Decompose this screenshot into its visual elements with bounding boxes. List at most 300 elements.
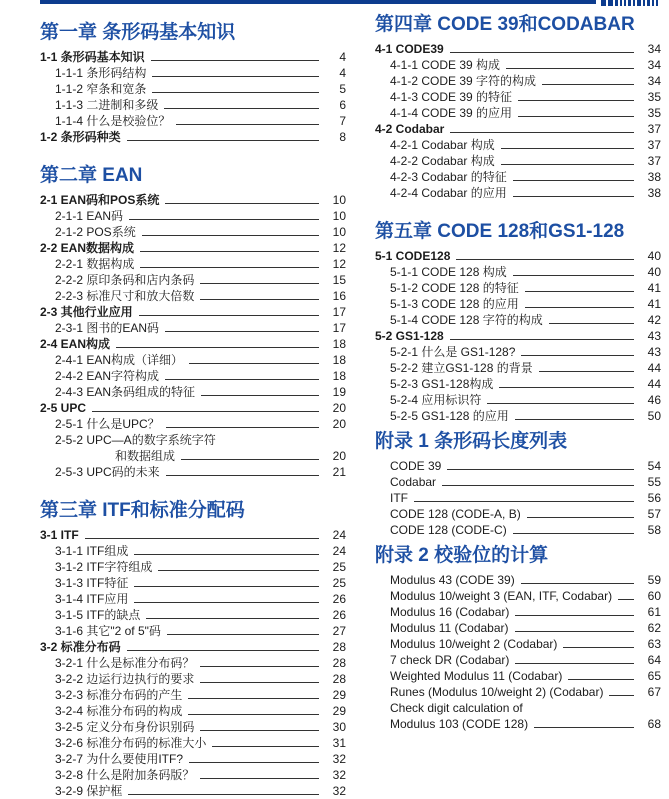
toc-entry [40,352,346,368]
toc-entry [40,575,346,591]
header-rule-bar [40,0,596,4]
leader-line [521,355,634,356]
barcode-bar [628,0,631,6]
toc-entry-label: 2-5-3 UPC码的未来 [55,465,160,479]
leader-line [501,164,634,165]
toc-entry [40,767,346,783]
leader-line [450,339,634,340]
toc-entry-label: 2-2-1 数据构成 [55,257,135,271]
toc-entry-wrap-cont [375,716,661,732]
leader-line [539,371,634,372]
leader-line [165,203,319,204]
toc-entry [40,543,346,559]
leader-line [140,251,319,252]
page-number: 68 [647,717,661,731]
leader-line [176,124,319,125]
toc-entry-label: Modulus 11 (Codabar) [390,621,509,635]
toc-entry [40,559,346,575]
leader-line [200,682,319,683]
page-number: 57 [647,507,661,521]
toc-entry [375,668,661,684]
toc-entry [375,522,661,538]
toc-entry-label: 3-2-6 标准分布码的标准大小 [55,736,207,750]
page-number: 15 [332,273,346,287]
toc-entry [375,41,661,57]
toc-entry [375,490,661,506]
leader-line [212,746,319,747]
toc-entry-label: 7 check DR (Codabar) [390,653,510,667]
toc-entry-label: 1-1-2 窄条和宽条 [55,82,147,96]
page-number: 35 [647,106,661,120]
toc-entry-label: 2-1-1 EAN码 [55,209,124,223]
toc-entry-label: 4-2-1 Codabar 构成 [390,138,495,152]
toc-entry-label: 3-2-7 为什么要使用ITF? [55,752,184,766]
page-number: 32 [332,752,346,766]
toc-entry-label: 4-1 CODE39 [375,42,444,56]
toc-entry-label: 2-5 UPC [40,401,87,415]
page-number: 34 [647,74,661,88]
toc-entry-label: 5-2-4 应用标识符 [390,393,482,407]
leader-line [189,762,319,763]
toc-entry [40,400,346,416]
leader-line [189,363,319,364]
toc-entry [375,572,661,588]
toc-entry-label: 1-1-4 什么是校验位？ [55,114,171,128]
toc-entry-label: 2-1 EAN码和POS系统 [40,193,160,207]
toc-entry-label: 4-1-2 CODE 39 字符的构成 [390,74,537,88]
leader-line [200,666,319,667]
leader-line [549,323,634,324]
toc-entry [375,506,661,522]
page-number: 18 [332,369,346,383]
toc-entry-label: ITF [390,491,408,505]
toc-entry [40,304,346,320]
chapter-heading: 第一章 条形码基本知识 [40,22,236,43]
toc-entry-label: 2-4-2 EAN字符构成 [55,369,160,383]
toc-entry-label: 5-1-3 CODE 128 的应用 [390,297,519,311]
toc-entry [375,474,661,490]
page-number: 18 [332,337,346,351]
toc-entry-label: 4-1-1 CODE 39 构成 [390,58,501,72]
toc-entry-label: 5-1 CODE128 [375,249,451,263]
page-number: 65 [647,669,661,683]
toc-entry [40,240,346,256]
leader-line [525,291,634,292]
toc-entry [40,719,346,735]
toc-entry-label: 4-2-4 Codabar 的应用 [390,186,507,200]
page-number: 8 [339,130,346,144]
toc-entry [40,65,346,81]
leader-line [164,108,319,109]
page-number: 55 [647,475,661,489]
chapter-heading: 第五章 CODE 128和GS1-128 [375,221,625,242]
toc-entry [40,272,346,288]
page-number: 18 [332,353,346,367]
chapter-heading: 第四章 CODE 39和CODABAR [375,14,635,35]
toc-entry-label: 3-1 ITF [40,528,79,542]
toc-entry-label: Codabar [390,475,437,489]
toc-entry-label: CODE 128 (CODE-A, B) [390,507,521,521]
leader-line [525,307,634,308]
leader-line [200,730,319,731]
page-number: 4 [339,66,346,80]
toc-entry [40,783,346,799]
toc-entry-label: 3-1-3 ITF特征 [55,576,129,590]
toc-entry-label: 2-2-2 原印条码和店内条码 [55,273,195,287]
leader-line [506,68,634,69]
page-number: 40 [647,249,661,263]
leader-line [165,331,319,332]
page-number: 20 [332,401,346,415]
toc-entry [375,588,661,604]
toc-entry [40,623,346,639]
toc-entry [375,73,661,89]
toc-entry [375,604,661,620]
toc-entry [40,336,346,352]
page-number: 43 [647,329,661,343]
toc-entry-label: 5-1-4 CODE 128 字符的构成 [390,313,543,327]
leader-line [134,602,319,603]
toc-entry-label: 2-5-1 什么是UPC？ [55,417,160,431]
leader-line [158,570,319,571]
toc-entry-wrap-first [40,432,346,448]
barcode-bar [656,0,658,6]
toc-entry [40,384,346,400]
leader-line [521,583,634,584]
toc-entry [375,280,661,296]
toc-entry [40,703,346,719]
page-number: 30 [332,720,346,734]
toc-entry [375,137,661,153]
leader-line [142,235,319,236]
page-number: 5 [339,82,346,96]
toc-entry [40,687,346,703]
toc-entry-label: 3-1-1 ITF组成 [55,544,129,558]
page-number: 25 [332,576,346,590]
page-number: 28 [332,656,346,670]
toc-entry [40,208,346,224]
right-column [375,14,661,799]
leader-line [513,533,634,534]
toc-entry [40,224,346,240]
toc-entry [375,185,661,201]
toc-entry-label: 2-3-1 图书的EAN码 [55,321,160,335]
toc-entry [375,121,661,137]
toc-entry [40,655,346,671]
page-number: 28 [332,640,346,654]
page-number: 12 [332,257,346,271]
toc-columns [40,14,661,799]
toc-entry-label: 2-1-2 POS系统 [55,225,136,239]
toc-entry-label: 3-2 标准分布码 [40,640,121,654]
leader-line [127,140,319,141]
barcode-decoration-icon [601,0,660,6]
leader-line [188,698,319,699]
toc-entry [375,408,661,424]
toc-entry-label: Modulus 10/weight 2 (Codabar) [390,637,558,651]
page-number: 10 [332,209,346,223]
toc-entry-label: Check digit calculation of [390,701,523,715]
toc-entry-label: 4-2 Codabar [375,122,445,136]
leader-line [501,148,634,149]
barcode-bar [601,0,606,6]
page-number: 29 [332,688,346,702]
leader-line [456,259,634,260]
leader-line [166,427,319,428]
toc-entry-label: 1-1-3 二进制和多级 [55,98,159,112]
page-number: 37 [647,154,661,168]
toc-entry [40,416,346,432]
leader-line [116,347,319,348]
page-number: 19 [332,385,346,399]
page-number: 7 [339,114,346,128]
left-column [40,14,346,799]
toc-entry-wrap-first [375,700,661,716]
toc-entry-label: Modulus 16 (Codabar) [390,605,510,619]
leader-line [152,92,319,93]
toc-entry [375,376,661,392]
toc-entry [375,264,661,280]
toc-entry [40,368,346,384]
leader-line [200,283,319,284]
page-number: 38 [647,170,661,184]
leader-line [513,275,634,276]
page-number: 20 [332,417,346,431]
page-number: 67 [647,685,661,699]
toc-entry-label: 5-2-5 GS1-128 的应用 [390,409,509,423]
barcode-bar [643,0,645,6]
toc-entry-label: Modulus 103 (CODE 128) [390,717,529,731]
leader-line [527,517,634,518]
toc-entry-label: 和数据组成 [115,449,176,463]
toc-entry [40,288,346,304]
toc-entry [375,89,661,105]
page-number: 21 [332,465,346,479]
toc-entry [40,97,346,113]
toc-entry-label: 2-2 EAN数据构成 [40,241,135,255]
toc-entry [375,312,661,328]
page-number: 16 [332,289,346,303]
leader-line [139,315,319,316]
leader-line [85,538,319,539]
leader-line [513,196,634,197]
page-number: 27 [332,624,346,638]
toc-entry [40,607,346,623]
page-number: 29 [332,704,346,718]
page-number: 38 [647,186,661,200]
toc-entry [375,392,661,408]
barcode-bar [624,0,626,6]
barcode-bar [615,0,618,6]
toc-entry [40,464,346,480]
toc-entry [375,360,661,376]
toc-entry [375,57,661,73]
toc-entry [40,49,346,65]
leader-line [542,84,634,85]
page-number: 46 [647,393,661,407]
toc-entry-label: 1-2 条形码种类 [40,130,121,144]
toc-entry-label: 3-2-5 定义分布身份识别码 [55,720,195,734]
toc-entry-label: 3-1-2 ITF字符组成 [55,560,153,574]
page-number: 26 [332,608,346,622]
toc-entry-label: 5-1-1 CODE 128 构成 [390,265,507,279]
leader-line [442,485,634,486]
page-number: 25 [332,560,346,574]
appendix-heading: 附录 1 条形码长度列表 [375,431,568,452]
page-number: 44 [647,361,661,375]
leader-line [618,599,634,600]
leader-line [128,794,319,795]
toc-entry-label: Modulus 43 (CODE 39) [390,573,515,587]
toc-entry [40,735,346,751]
toc-entry [40,113,346,129]
leader-line [165,379,319,380]
leader-line [515,663,634,664]
leader-line [134,586,319,587]
leader-line [201,395,319,396]
leader-line [140,267,319,268]
leader-line [515,631,634,632]
toc-entry-wrap-cont [40,448,346,464]
page-number: 34 [647,42,661,56]
barcode-bar [637,0,641,6]
toc-entry-label: 2-4 EAN构成 [40,337,111,351]
page-number: 56 [647,491,661,505]
toc-entry-label: Modulus 10/weight 3 (EAN, ITF, Codabar) [390,589,613,603]
page-number: 42 [647,313,661,327]
toc-entry [40,671,346,687]
toc-entry-label: 3-2-1 什么是标准分布码？ [55,656,195,670]
toc-entry-label: 4-2-2 Codabar 构成 [390,154,495,168]
leader-line [513,180,634,181]
toc-entry [375,458,661,474]
page-number: 32 [332,768,346,782]
page-number: 12 [332,241,346,255]
page-number: 17 [332,305,346,319]
page-number: 4 [339,50,346,64]
leader-line [146,618,319,619]
page-number: 6 [339,98,346,112]
toc-entry-label: Weighted Modulus 11 (Codabar) [390,669,563,683]
page-number: 63 [647,637,661,651]
leader-line [151,60,319,61]
toc-entry-label: 3-2-4 标准分布码的构成 [55,704,183,718]
toc-entry [375,636,661,652]
toc-entry-label: 3-2-8 什么是附加条码版？ [55,768,195,782]
toc-entry-label: 5-2-3 GS1-128构成 [390,377,494,391]
page-number: 62 [647,621,661,635]
leader-line [487,403,634,404]
barcode-bar [608,0,613,6]
leader-line [414,501,634,502]
toc-entry-label: 3-2-3 标准分布码的产生 [55,688,183,702]
barcode-bar [620,0,622,6]
toc-entry-label: 3-1-5 ITF的缺点 [55,608,141,622]
leader-line [152,76,319,77]
toc-entry-label: 3-1-6 其它"2 of 5"码 [55,624,161,638]
toc-entry-label: CODE 128 (CODE-C) [390,523,507,537]
barcode-bar [633,0,635,6]
toc-entry [375,620,661,636]
chapter-heading: 第三章 ITF和标准分配码 [40,500,245,521]
page-number: 10 [332,225,346,239]
toc-entry-label: 4-1-4 CODE 39 的应用 [390,106,513,120]
leader-line [200,299,319,300]
toc-entry-label: 4-2-3 Codabar 的特征 [390,170,507,184]
barcode-bar [647,0,650,6]
page-number: 54 [647,459,661,473]
page-number: 59 [647,573,661,587]
toc-entry [375,296,661,312]
page-number: 24 [332,544,346,558]
leader-line [129,219,319,220]
toc-entry-label: CODE 39 [390,459,442,473]
leader-line [181,459,319,460]
leader-line [499,387,634,388]
page-number: 41 [647,297,661,311]
toc-entry [40,256,346,272]
barcode-bar [652,0,654,6]
toc-entry-label: 1-1 条形码基本知识 [40,50,145,64]
leader-line [167,634,319,635]
leader-line [534,727,634,728]
leader-line [92,411,319,412]
toc-entry-label: 2-4-3 EAN条码组成的特征 [55,385,196,399]
page-number: 26 [332,592,346,606]
page-number: 24 [332,528,346,542]
leader-line [515,419,634,420]
toc-entry [375,153,661,169]
page-number: 10 [332,193,346,207]
toc-entry-label: 5-2-1 什么是 GS1-128? [390,345,516,359]
toc-entry [375,169,661,185]
toc-entry [375,105,661,121]
toc-entry-label: 5-2 GS1-128 [375,329,444,343]
leader-line [563,647,634,648]
leader-line [166,475,319,476]
page-number: 31 [332,736,346,750]
leader-line [127,650,319,651]
page-number: 28 [332,672,346,686]
toc-entry [40,192,346,208]
toc-entry [375,344,661,360]
leader-line [447,469,634,470]
toc-entry-label: 1-1-1 条形码结构 [55,66,147,80]
page-number: 17 [332,321,346,335]
toc-entry-label: 3-1-4 ITF应用 [55,592,129,606]
toc-entry-label: 2-5-2 UPC—A的数字系统字符 [55,433,216,447]
toc-entry-label: 3-2-9 保护框 [55,784,123,798]
toc-entry [375,328,661,344]
toc-entry [40,129,346,145]
toc-entry-label: 2-4-1 EAN构成（详细） [55,353,184,367]
leader-line [188,714,319,715]
chapter-heading: 第二章 EAN [40,165,143,186]
page-number: 37 [647,122,661,136]
toc-entry [40,639,346,655]
toc-entry-label: 5-1-2 CODE 128 的特征 [390,281,519,295]
page-number: 40 [647,265,661,279]
toc-entry-label: 3-2-2 边运行边执行的要求 [55,672,195,686]
page-number: 61 [647,605,661,619]
toc-entry-label: 4-1-3 CODE 39 的特征 [390,90,513,104]
page-number: 64 [647,653,661,667]
toc-entry [40,320,346,336]
appendix-heading: 附录 2 校验位的计算 [375,545,549,566]
toc-entry-label: 2-2-3 标准尺寸和放大倍数 [55,289,195,303]
leader-line [450,52,634,53]
toc-entry [40,527,346,543]
